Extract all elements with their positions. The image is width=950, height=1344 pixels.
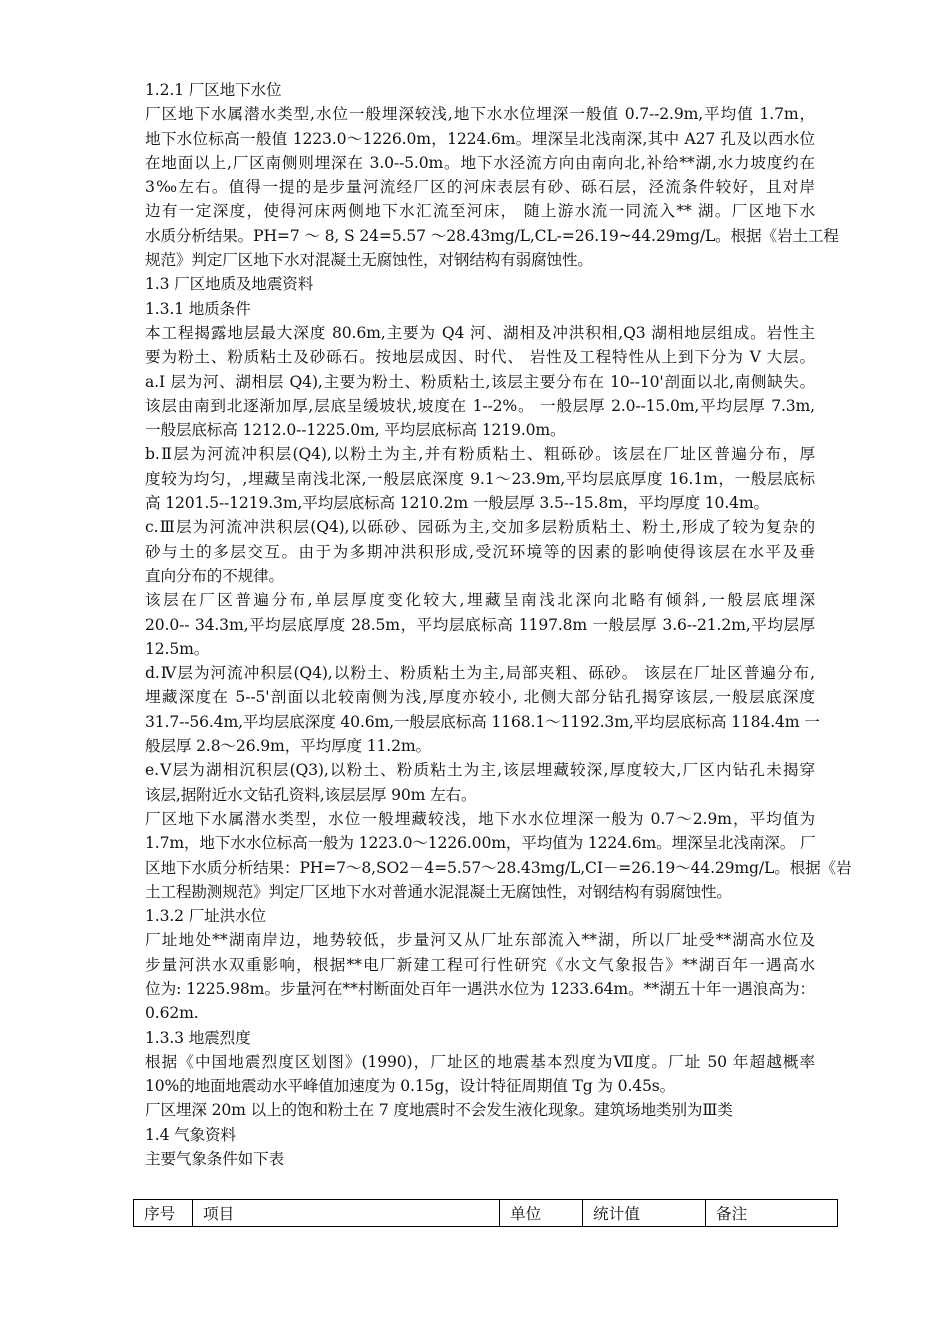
paragraph-line: 一般层底标高 1212.0--1225.0m, 平均层底标高 1219.0m。 bbox=[145, 421, 566, 440]
paragraph-line: 10%的地面地震动水平峰值加速度为 0.15g，设计特征周期值 Tg 为 0.45s。 bbox=[145, 1077, 676, 1096]
table-caption: 主要气象条件如下表 bbox=[145, 1150, 284, 1169]
weather-table bbox=[133, 1199, 838, 1227]
paragraph-line: 度较为均匀，,埋藏呈南浅北深,一般层底深度 9.1～23.9m,平均层底厚度 16.1m，一般层底标 bbox=[145, 469, 815, 488]
paragraph-line: 厂区埋深 20m 以上的饱和粉土在 7 度地震时不会发生液化现象。建筑场地类别为Ⅲ类 bbox=[145, 1101, 733, 1120]
paragraph-line: 本工程揭露地层最大深度 80.6m,主要为 Q4 河、湖相及冲洪积相,Q3 湖相地层组成。岩性主 bbox=[145, 323, 815, 342]
section-heading: 1.3.3 地震烈度 bbox=[145, 1028, 251, 1047]
header-cell-remark: 备注 bbox=[706, 1200, 838, 1227]
section-heading: 1.2.1 厂区地下水位 bbox=[145, 81, 282, 99]
header-cell-index: 序号 bbox=[134, 1200, 193, 1227]
paragraph-line: 高 1201.5--1219.3m,平均层底标高 1210.2m 一般层厚 3.5--15.8m，平均厚度 10.4m。 bbox=[145, 494, 769, 513]
paragraph-line: 规范》判定厂区地下水对混凝土无腐蚀性，对钢结构有弱腐蚀性。 bbox=[145, 251, 593, 270]
paragraph-line: 区地下水质分析结果：PH=7～8,SO2－4=5.57～28.43mg/L,CI－=26.19～44.29mg/L。根据《岩 bbox=[145, 858, 852, 877]
header-cell-value: 统计值 bbox=[583, 1200, 706, 1227]
paragraph-line: 厂区地下水属潜水类型,水位一般埋深较浅,地下水水位埋深一般值 0.7--2.9m,平均值 1.7m， bbox=[145, 105, 815, 124]
paragraph-line: 0.62m. bbox=[145, 1004, 199, 1023]
section-heading: 1.3.1 地质条件 bbox=[145, 299, 251, 318]
header-cell-item: 项目 bbox=[193, 1200, 500, 1227]
paragraph-line: 步量河洪水双重影响，根据**电厂新建工程可行性研究《水文气象报告》**湖百年一遇高水 bbox=[145, 955, 815, 974]
paragraph-line: 该层由南到北逐渐加厚,层底呈缓坡状,坡度在 1--2%。 一般层厚 2.0--15.0m,平均层厚 7.3m, bbox=[145, 396, 815, 415]
paragraph-line: 20.0-- 34.3m,平均层底厚度 28.5m，平均层底标高 1197.8m 一般层厚 3.6--21.2m,平均层厚 bbox=[145, 615, 815, 634]
paragraph-line: 水质分析结果。PH=7 ～ 8, S 24=5.57 ～28.43mg/L,CL-=26.19~44.29mg/L。根据《岩土工程 bbox=[145, 226, 839, 245]
section-heading: 1.4 气象资料 bbox=[145, 1125, 236, 1144]
paragraph-line: 土工程勘测规范》判定厂区地下水对普通水泥混凝土无腐蚀性，对钢结构有弱腐蚀性。 bbox=[145, 882, 732, 901]
paragraph-line: 厂址地处**湖南岸边，地势较低，步量河又从厂址东部流入**湖，所以厂址受**湖高水位及 bbox=[145, 931, 815, 950]
paragraph-line: 该层,据附近水文钻孔资料,该层层厚 90m 左右。 bbox=[145, 785, 477, 804]
paragraph-line: 地下水位标高一般值 1223.0～1226.0m，1224.6m。埋深呈北浅南深,其中 A27 孔及以西水位 bbox=[145, 129, 815, 148]
paragraph-line: 砂与土的多层交互。由于为多期冲洪积形成,受沉环境等的因素的影响使得该层在水平及垂 bbox=[145, 542, 815, 561]
header-cell-unit: 单位 bbox=[500, 1200, 583, 1227]
paragraph-line: 位为: 1225.98m。步量河在**村断面处百年一遇洪水位为 1233.64m。**湖五十年一遇浪高为： bbox=[145, 979, 815, 998]
paragraph-line: 般层厚 2.8～26.9m，平均厚度 11.2m。 bbox=[145, 737, 431, 756]
paragraph-line: 12.5m。 bbox=[145, 639, 210, 658]
document-body bbox=[145, 78, 852, 1171]
paragraph-line: c.Ⅲ层为河流冲洪积层(Q4),以砾砂、园砾为主,交加多层粉质粘土、粉土,形成了较为复杂的 bbox=[145, 518, 815, 537]
paragraph-line: e.Ⅴ层为湖相沉积层(Q3),以粉土、粉质粘土为主,该层埋藏较深,厚度较大,厂区内钻孔未揭穿 bbox=[145, 761, 815, 780]
paragraph-line: 3‰左右。值得一提的是步量河流经厂区的河床表层有砂、砾石层，泾流条件较好，且对岸 bbox=[145, 178, 815, 197]
paragraph-line: b.Ⅱ层为河流冲积层(Q4),以粉土为主,并有粉质粘土、粗砾砂。该层在厂址区普遍分布，厚 bbox=[145, 445, 815, 464]
paragraph-line: 根据《中国地震烈度区划图》(1990)，厂址区的地震基本烈度为Ⅶ度。厂址 50 年超越概率 bbox=[145, 1052, 815, 1071]
section-heading: 1.3 厂区地质及地震资料 bbox=[145, 275, 314, 294]
section-heading: 1.3.2 厂址洪水位 bbox=[145, 907, 266, 926]
paragraph-line: 1.7m，地下水水位标高一般为 1223.0～1226.00m，平均值为 1224.6m。埋深呈北浅南深。 厂 bbox=[145, 834, 816, 853]
paragraph-line: 在地面以上,厂区南侧则埋深在 3.0--5.0m。地下水泾流方向由南向北,补给**湖,水力坡度约在 bbox=[145, 153, 815, 172]
paragraph-line: 边有一定深度，使得河床两侧地下水汇流至河床， 随上游水流一同流入** 湖。厂区地下水 bbox=[145, 202, 815, 221]
paragraph-line: 31.7--56.4m,平均层底深度 40.6m,一般层底标高 1168.1～1192.3m,平均层底标高 1184.4m 一 bbox=[145, 712, 820, 731]
paragraph-line: d.Ⅳ层为河流冲积层(Q4),以粉土、粉质粘土为主,局部夹粗、砾砂。 该层在厂址区普遍分布, bbox=[145, 664, 815, 683]
paragraph-line: 要为粉土、粉质粘土及砂砾石。按地层成因、时代、 岩性及工程特性从上到下分为 V 大层。 bbox=[145, 348, 815, 367]
paragraph-line: 厂区地下水属潜水类型，水位一般埋藏较浅，地下水水位埋深一般为 0.7～2.9m，平均值为 bbox=[145, 809, 815, 828]
paragraph-line: 直向分布的不规律。 bbox=[145, 566, 284, 585]
paragraph-line: a.I 层为河、湖相层 Q4),主要为粉土、粉质粘土,该层主要分布在 10--10'剖面以北,南侧缺失。 bbox=[145, 372, 815, 391]
paragraph-line: 该层在厂区普遍分布,单层厚度变化较大,埋藏呈南浅北深向北略有倾斜,一般层底埋深 bbox=[145, 591, 815, 610]
paragraph-line: 埋藏深度在 5--5'剖面以北较南侧为浅,厚度亦较小, 北侧大部分钻孔揭穿该层,一般层底深度 bbox=[145, 688, 815, 707]
table-header-row bbox=[134, 1200, 838, 1227]
